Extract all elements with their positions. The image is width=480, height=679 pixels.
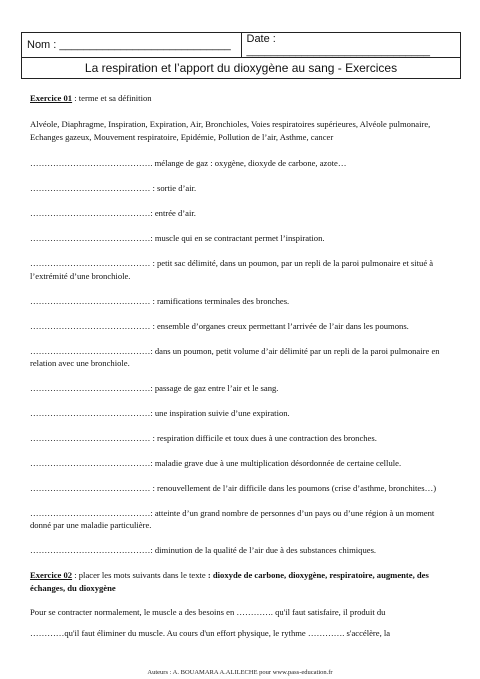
exercise-2-heading: Exercice 02 [30,570,73,581]
exercise-2-intro: : placer les mots suivants dans le texte [72,570,208,581]
exercise-1-word-list: Alvéole, Diaphragme, Inspiration, Expiration, Air, Bronchioles, Voies respiratoires supérieures, Alvéole pulmonaire, Echanges gazeux, Mouvement respiratoire, Epidémie, Pollution de l’air, Asthme, cancer [30,119,431,142]
definition-item: ……………………………………: entrée d’air. [30,208,196,219]
definition-item: …………………………………… : petit sac délimité, dans un poumon, par un repli de la paroi pulmonaire et situé à l’extrémité d’une bronchiole. [30,258,434,281]
exercise-2-text-line: …………qu'il faut éliminer du muscle. Au cours d'un effort physique, le rythme …………. s'accélère, la [30,627,391,638]
date-field[interactable]: Date : ______________________________ [241,33,461,58]
page-title: La respiration et l’apport du dioxygène au sang - Exercices [22,58,461,79]
definition-item: ……………………………………: dans un poumon, petit volume d’air délimité par un repli de la paroi pulmonaire en relation avec une bronchiole. [30,345,440,369]
definition-item: …………………………………… : ramifications terminales des bronches. [30,295,290,306]
definition-item: ……………………………………. mélange de gaz : oxygène, dioxyde de carbone, azote… [30,158,347,169]
definition-item: …………………………………… : ensemble d’organes creux permettant l’arrivée de l’air dans les poumons. [30,320,409,331]
definition-item: ……………………………………: une inspiration suivie d’une expiration. [30,408,290,419]
definition-item: ……………………………………: maladie grave due à une multiplication désordonnée de certaine cellule. [30,458,402,469]
exercise-1-heading: Exercice 01 [30,93,73,103]
exercise-2-word-list: : dioxyde de carbone, dioxygène, respiratoire, augmente, des échanges, du dioxygène [30,570,429,593]
definition-item: ……………………………………: diminution de la qualité de l’air due à des substances chimiques. [30,545,377,556]
header-table [21,32,461,79]
definition-item: ……………………………………: atteinte d’un grand nombre de personnes d’un pays ou d’une région à un moment donné par une maladie particulière. [30,508,435,531]
definition-item: ……………………………………: muscle qui en se contractant permet l’inspiration. [30,233,325,244]
definition-item: …………………………………… : respiration difficile et toux dues à une contraction des bronches. [30,433,377,444]
exercise-2-title [30,569,455,594]
definition-item: …………………………………… : renouvellement de l’air difficile dans les poumons (crise d’asthme, bronchites…) [30,483,437,494]
exercise-2-text-line: Pour se contracter normalement, le muscle a des besoins en …………. qu'il faut satisfaire, il produit du [30,607,386,618]
name-field[interactable]: Nom : ____________________________ [22,33,242,58]
exercise-1-subtitle: : terme et sa définition [72,93,152,103]
footer-credits: Auteurs : A. BOUAMARA A.ALILECHE pour www.pass-education.fr [147,669,333,676]
definition-item: …………………………………… : sortie d’air. [30,183,197,194]
definition-item: ……………………………………: passage de gaz entre l’air et le sang. [30,383,279,394]
worksheet-content [30,92,455,639]
exercise-1-title [30,92,455,104]
